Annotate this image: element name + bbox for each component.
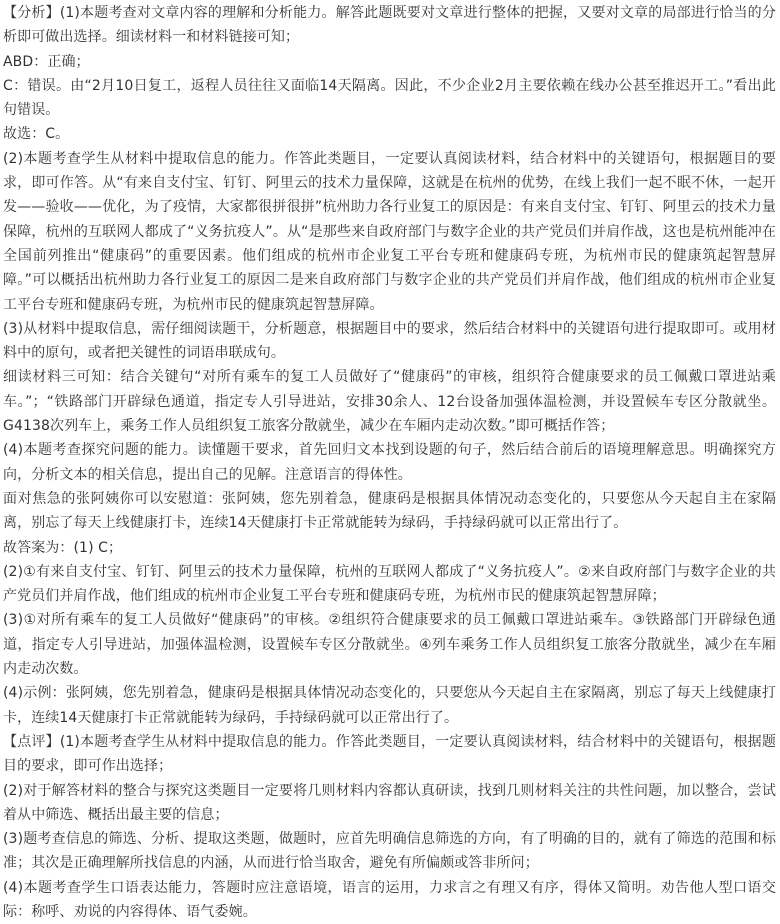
comment-paragraph-2: (2)对于解答材料的整合与探究这类题目一定要将几则材料内容都认真研读，找到几则材料关注的共性问题，加以整合，尝试着从中筛选、概括出最主要的信息； (3, 782, 776, 823)
comment-paragraph-3: (3)题考查信息的筛选、分析、提取这类题，做题时，应首先明确信息筛选的方向，有了明确的目的，就有了筛选的范围和标准；其次是正确理解所找信息的内涵，从而进行恰当取舍，避免有所偏颇或答非所问； (3, 831, 776, 872)
analysis-paragraph-3: (3)从材料中提取信息，需仔细阅读题干，分析题意，根据题目中的要求，然后结合材料中的关键语句进行提取即可。或用材料中的原句，或者把关键性的词语串联成句。 (3, 320, 776, 362)
analysis-paragraph-4: (4)本题考查探究问题的能力。读懂题干要求，首先回归文本找到设题的句子，然后结合前后的语境理解意思。明确探究方向，分析文本的相关信息，提出自己的见解。注意语言的得体性。 (3, 442, 776, 483)
answer-3-paragraph: (3)①对所有乘车的复工人员做好“健康码”的审核。②组织符合健康要求的员工佩戴口罩进站乘车。③铁路部门开辟绿色通道，指定专人引导进站，加强体温检测，设置候车专区分散就坐。④列车乘务工作人员组织复工旅客分散就坐，减少在车厢内走动次数。 (3, 612, 776, 678)
analysis-paragraph-1: 【分析】(1)本题考查对文章内容的理解和分析能力。解答此题既要对文章进行整体的把握，又要对文章的局部进行恰当的分析即可做出选择。细读材料一和材料链接可知； (3, 5, 776, 46)
comment-paragraph-4: (4)本题考查学生口语表达能力，答题时应注意语境，语言的运用，力求言之有理又有序，得体又简明。劝告他人型口语交际：称呼、劝说的内容得体、语气委婉。 (3, 879, 776, 920)
material-three-paragraph: 细读材料三可知：结合关键句“对所有乘车的复工人员做好了“健康码”的审核，组织符合健康要求的员工佩戴口罩进站乘车。”；“铁路部门开辟绿色通道，指定专人引导进站，安排30余人、12台设备加强体温检测，并设置候车专区分散就坐。G4138次列车上，乘务工作人员组织复工旅客分散就坐，减少在车厢内走动次数。”即可概括作答； (3, 369, 776, 435)
answer-c-line: C：错误。由“2月10日复工，返程人员往往又面临14天隔离。因此，不少企业2月主要依赖在线办公甚至推迟开工。”看出此句错误。 (3, 77, 776, 119)
answer-4-paragraph: (4)示例：张阿姨，您先别着急，健康码是根据具体情况动态变化的，只要您从今天起自主在家隔离，别忘了每天上线健康打卡，连续14天健康打卡正常就能转为绿码，手持绿码就可以正常出行了。 (3, 685, 776, 726)
analysis-paragraph-2: (2)本题考查学生从材料中提取信息的能力。作答此类题目，一定要认真阅读材料，结合材料中的关键语句，根据题目的要求，即可作答。从“有来自支付宝、钉钉、阿里云的技术力量保障，这就是在杭州的优势，在线上我们一起不眠不休，一起开发——验收——优化，为了疫情，大家都很拼很拼”杭州助力各行业复工的原因是：有来自支付宝、钉钉、阿里云的技术力量保障，杭州的互联网人都成了“义务抗疫人”。从“是那些来自政府部门与数字企业的共产党员们并肩作战，这也是杭州能冲在全国前列推出“健康码”的重要因素。他们组成的杭州市企业复工平台专班和健康码专班，为杭州市民的健康筑起智慧屏障。”可以概括出杭州助力各行业复工的原因二是来自政府部门与数字企业的共产党员们并肩作战，他们组成的杭州市企业复工平台专班和健康码专班，为杭州市民的健康筑起智慧屏障。 (3, 150, 776, 313)
answer-2-paragraph: (2)①有来自支付宝、钉钉、阿里云的技术力量保障，杭州的互联网人都成了“义务抗疫人”。②来自政府部门与数字企业的共产党员们并肩作战，他们组成的杭州市企业复工平台专班和健康码专班，为杭州市民的健康筑起智慧屏障； (3, 563, 776, 605)
comfort-paragraph: 面对焦急的张阿姨你可以安慰道：张阿姨，您先别着急，健康码是根据具体情况动态变化的，只要您从今天起自主在家隔离，别忘了每天上线健康打卡，连续14天健康打卡正常就能转为绿码，手持绿码就可以正常出行了。 (3, 490, 776, 532)
answer-heading-line: 故答案为：(1) C； (3, 539, 123, 556)
comment-paragraph-1: 【点评】(1)本题考查学生从材料中提取信息的能力。作答此类题目，一定要认真阅读材料，结合材料中的关键语句，根据题目的要求，即可作出选择； (3, 733, 776, 775)
choice-result-line: 故选：C。 (3, 126, 70, 143)
answer-abd-line: ABD：正确； (3, 53, 90, 70)
